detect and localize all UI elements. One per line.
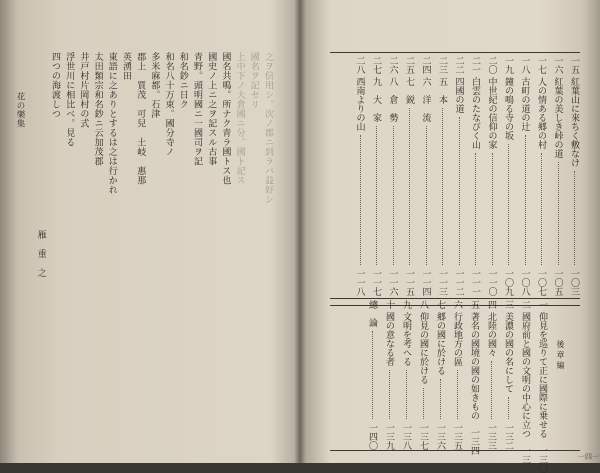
toc-entry-page: 一一四 (420, 269, 431, 296)
toc-leader-dots (393, 126, 394, 265)
toc-entry[interactable] (469, 56, 482, 296)
toc-entry-label: 二七 九 大 家 (371, 56, 381, 122)
toc-entry[interactable] (453, 56, 466, 296)
left-page (0, 0, 300, 463)
left-text-column: 四つの海渡しつ (50, 52, 60, 119)
toc-leader-dots (423, 388, 424, 419)
left-text-column: 雁 重 之 (35, 230, 46, 278)
toc-leader-dots (409, 108, 410, 265)
toc-leader-dots (440, 379, 441, 419)
toc-entry-label: 二五 七 鋭 (404, 56, 414, 104)
toc-leader-dots (492, 153, 493, 265)
toc-entry-label: 二二 四國の道 (453, 56, 464, 113)
toc-entry-label: 二 國府前と國の文明の中心に立つ (520, 300, 530, 438)
toc-entry[interactable] (468, 300, 481, 455)
left-text-column: 之ヲ信用シ。次ノ郡ニ到ラバ益好シ (263, 52, 273, 204)
toc-entry-label: 八 仰見の國に於ける (418, 300, 428, 384)
toc-entry-page: 一〇三 (569, 269, 579, 296)
toc-entry-label: 三 美濃の國の名にして (503, 300, 513, 393)
toc-entry-label: 總 論 (367, 300, 377, 327)
toc-entry[interactable] (434, 300, 447, 450)
toc-entry[interactable] (417, 300, 430, 450)
toc-entry[interactable] (536, 300, 549, 473)
left-text-column: 上中下ノ大倉國ニ分。國ト記ス (234, 52, 245, 185)
left-text-column: 東語に之ありとするは之は行かれ (106, 52, 117, 195)
toc-entry-page: 一三七 (418, 423, 428, 450)
toc-entry[interactable] (420, 56, 433, 296)
toc-entry-label: 一 仰見を巡りて正に國際に乗せる (537, 300, 547, 438)
toc-entry[interactable] (403, 56, 416, 296)
toc-entry[interactable] (552, 56, 565, 296)
left-text-column: 青野。頭明國ニ一國司ヲ記 (192, 52, 202, 166)
toc-entry-label: 四 北陸の國々 (486, 300, 496, 357)
toc-entry-page: 一一三 (437, 269, 447, 296)
toc-entry-page: 一三二 (503, 423, 513, 450)
left-text-column: 多米麻都。石津 (149, 52, 160, 119)
toc-leader-dots (360, 135, 361, 265)
toc-entry-label: 十 國の意なる者 (384, 300, 394, 366)
toc-entry[interactable] (354, 56, 367, 296)
toc-entry-label: 一八 古町の道の辻 (519, 56, 530, 131)
toc-entry-page: 一三六 (435, 423, 445, 450)
toc-mid-rule (330, 298, 580, 299)
toc-leader-dots (475, 153, 476, 265)
toc-entry-page: 一一〇 (486, 269, 497, 296)
left-footer: 花の樂集 (15, 92, 25, 128)
toc-entry[interactable] (366, 300, 379, 450)
toc-entry-page: 一〇七 (536, 269, 546, 296)
toc-entry-page: 一三三 (486, 423, 496, 450)
toc-entry-page: 一〇八 (519, 269, 530, 296)
left-text-column: 國名共鳴。所ナク青ラ國トス也 (220, 52, 231, 185)
toc-entry-page: 一三九 (384, 423, 394, 450)
left-text-column: 太田類宗和名鈔ニ云加茂郡 (92, 52, 103, 166)
toc-leader-dots (508, 397, 509, 419)
toc-entry-page: 一一六 (387, 269, 398, 296)
toc-entry[interactable] (502, 300, 515, 450)
toc-entry-label: 一九 鐘の鳴る寺の坂 (503, 56, 513, 140)
left-text-column: 井戸村片岡村の式 (78, 52, 89, 128)
toc-leader-dots (508, 144, 509, 265)
toc-entry-label: 二一 白雲のたなびく山 (470, 56, 480, 149)
toc-entry[interactable] (502, 56, 515, 296)
toc-entry[interactable] (387, 56, 400, 296)
toc-entry-page: 一三五 (452, 423, 462, 450)
left-text-column: 英湧田 (121, 52, 131, 81)
toc-leader-dots (574, 171, 575, 265)
toc-leader-dots (372, 331, 373, 419)
left-text-column: 和名八十万束。國分寺ノ (163, 52, 174, 157)
toc-leader-dots (459, 117, 460, 265)
toc-leader-dots (525, 135, 526, 265)
section-title: 後 章 編 (556, 340, 565, 370)
toc-entry[interactable] (568, 56, 581, 296)
toc-entry[interactable] (519, 56, 532, 296)
toc-entry-label: 二〇 中世紀の信仰の家 (486, 56, 497, 149)
toc-entry-label: 五 著名の國境の國の如きもの (469, 300, 479, 420)
toc-entry-label: 六 行政地方の區 (452, 300, 462, 366)
toc-entry-page: 一三八 (401, 423, 411, 450)
toc-entry-page: 一〇九 (503, 269, 513, 296)
toc-entry-page: 一一八 (354, 269, 365, 296)
toc-leader-dots (442, 108, 443, 265)
toc-entry-page: 一四〇 (367, 423, 377, 450)
toc-leader-dots (406, 370, 407, 419)
toc-entry[interactable] (436, 56, 449, 296)
right-page (300, 0, 600, 473)
toc-entry-page: 一三四 (469, 427, 479, 455)
toc-leader-dots (457, 370, 458, 419)
left-text-column: 郡上 質茂 可兒 土岐 惠那 (135, 52, 146, 185)
toc-entry-label: 二六 八 倉 勢 (387, 56, 398, 122)
toc-leader-dots (491, 361, 492, 419)
toc-leader-dots (376, 126, 377, 265)
toc-entry-label: 二三 五 本 (437, 56, 447, 104)
toc-top-rule (330, 52, 580, 53)
toc-entry[interactable] (383, 300, 396, 450)
toc-entry[interactable] (485, 300, 498, 450)
toc-entry-page: 一一七 (371, 269, 381, 296)
left-text-column: 浮世川に相比べ。見る (64, 52, 75, 147)
toc-entry-page: 一三〇 (537, 445, 547, 473)
toc-entry-label: 一六 紅葉の美しき峠の道 (552, 56, 563, 158)
toc-entry-label: 七 郷の國に於ける (435, 300, 445, 375)
toc-leader-dots (558, 162, 559, 265)
bottom-page-number: 一四一 (578, 453, 599, 461)
toc-entry[interactable] (486, 56, 499, 296)
toc-entry[interactable] (519, 300, 532, 473)
toc-entry-page: 一一二 (453, 269, 464, 296)
left-text-column: 國名ヲ記セリ (248, 52, 259, 109)
toc-entry[interactable] (400, 300, 413, 450)
toc-entry-label: 一七 人の情ある郷の村 (536, 56, 546, 149)
left-text-column: 和名鈔ニ日ク (177, 52, 188, 109)
toc-entry-page: 一一一 (470, 269, 480, 296)
toc-entry-label: 一五 紅葉山に來ちく敷なけ (569, 56, 579, 167)
toc-entry-label: 二四 六 洋 流 (420, 56, 431, 122)
left-text-column: 國史ノ上ニ之ヲ記スル古事 (206, 52, 217, 166)
toc-entry[interactable] (451, 300, 464, 450)
toc-entry-page: 一三一 (520, 445, 530, 473)
toc-leader-dots (426, 126, 427, 265)
toc-entry-page: 一一五 (404, 269, 414, 296)
toc-entry-page: 一〇五 (552, 269, 563, 296)
toc-leader-dots (541, 153, 542, 265)
toc-entry-label: 九 文明を考へる (401, 300, 411, 366)
toc-leader-dots (389, 370, 390, 419)
toc-entry[interactable] (535, 56, 548, 296)
toc-entry[interactable] (370, 56, 383, 296)
toc-entry-label: 二八 西南よりの山 (354, 56, 365, 131)
